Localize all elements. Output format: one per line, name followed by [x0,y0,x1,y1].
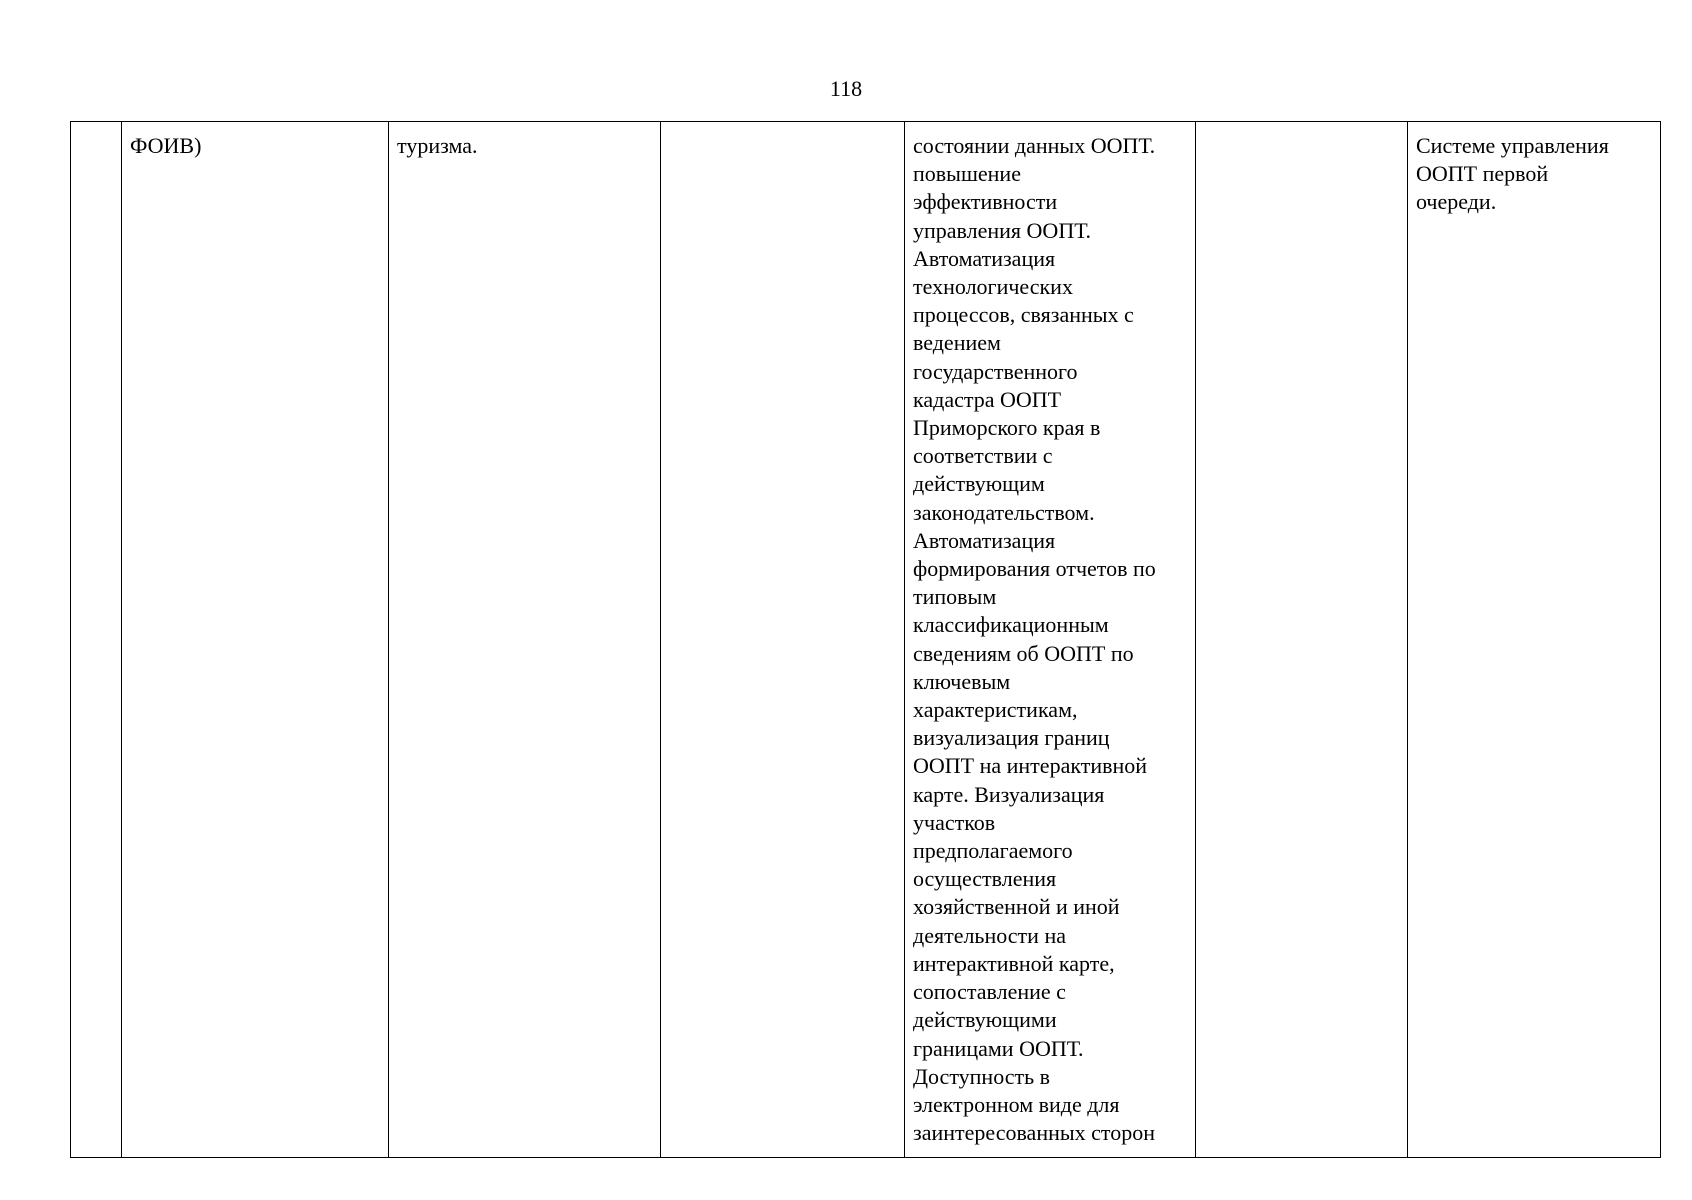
document-table [70,121,1661,1158]
table-cell-result: Системе управления ООПТ первой очереди. [1408,122,1661,1158]
table-cell-authority: ФОИВ) [122,122,389,1158]
table-cell-area: туризма. [389,122,661,1158]
table-cell-description: состоянии данных ООПТ. повышение эффективности управления ООПТ. Автоматизация технологических процессов, связанных с ведением государственного кадастра ООПТ Приморского края в соответствии с действующим законодательством. Автоматизация формирования отчетов по типовым классификационным сведениям об ООПТ по ключевым характеристикам, визуализация границ ООПТ на интерактивной карте. Визуализация участков предполагаемого осуществления хозяйственной и иной деятельности на интерактивной карте, сопоставление с действующими границами ООПТ. Доступность в электронном виде для заинтересованных сторон [905,122,1196,1158]
table-cell-empty [661,122,905,1158]
table-cell-empty [1196,122,1408,1158]
table-cell-number [71,122,122,1158]
table-row [71,122,1661,1158]
page-number: 118 [829,76,863,101]
